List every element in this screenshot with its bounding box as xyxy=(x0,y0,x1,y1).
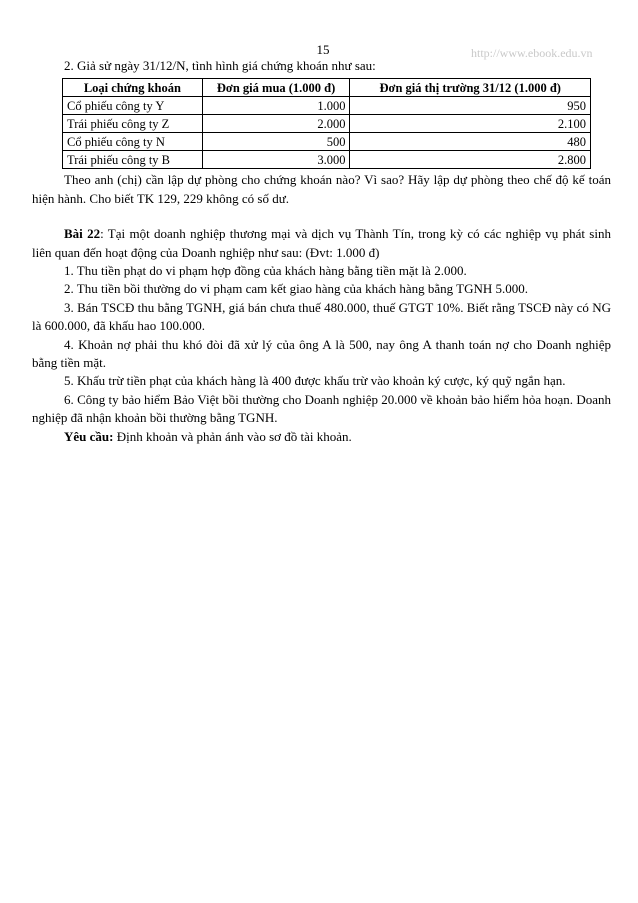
question-2-text: Theo anh (chị) cần lập dự phòng cho chứng khoán nào? Vì sao? Hãy lập dự phòng theo chế độ kế toán hiện hành. Cho biết TK 129, 229 không có số dư. xyxy=(32,172,611,206)
table-row xyxy=(63,133,591,151)
table-cell-security: Trái phiếu công ty B xyxy=(63,151,203,169)
exercise-item: 4. Khoản nợ phải thu khó đòi đã xử lý của ông A là 500, nay ông A thanh toán nợ cho Doanh nghiệp bằng tiền mặt. xyxy=(32,336,611,371)
table-header-cell: Đơn giá mua (1.000 đ) xyxy=(202,79,350,97)
exercise-22-title: Bài 22 xyxy=(64,226,101,242)
table-cell-purchase-price: 1.000 xyxy=(202,97,350,115)
table-cell-security: Cổ phiếu công ty Y xyxy=(63,97,203,115)
document-body xyxy=(32,57,611,446)
page-number: 15 xyxy=(316,42,330,57)
requirement xyxy=(32,428,611,446)
watermark: http://www.ebook.edu.vn xyxy=(471,46,593,60)
table-header-row xyxy=(63,79,591,97)
table-header-cell: Loại chứng khoán xyxy=(63,79,203,97)
table-cell-security: Cổ phiếu công ty N xyxy=(63,133,203,151)
exercise-22-intro-text: : Tại một doanh nghiệp thương mại và dịch vụ Thành Tín, trong kỳ có các nghiệp vụ phát sinh liên quan đến hoạt động của Doanh nghiệp như sau: (Đvt: 1.000 đ) xyxy=(32,226,611,260)
table-row xyxy=(63,151,591,169)
exercise-item: 1. Thu tiền phạt do vi phạm hợp đồng của khách hàng bằng tiền mặt là 2.000. xyxy=(64,263,467,279)
table-cell-purchase-price: 500 xyxy=(202,133,350,151)
table-cell-purchase-price: 2.000 xyxy=(202,115,350,133)
table-cell-purchase-price: 3.000 xyxy=(202,151,350,169)
exercise-item: 6. Công ty bảo hiểm Bảo Việt bồi thường cho Doanh nghiệp 20.000 về khoản bảo hiểm hỏa hoạn. Doanh nghiệp đã nhận khoản bồi thường bằng TGNH. xyxy=(32,391,611,426)
table-cell-market-price: 480 xyxy=(350,133,591,151)
table-row xyxy=(63,115,591,133)
table-row xyxy=(63,97,591,115)
table-cell-market-price: 2.800 xyxy=(350,151,591,169)
securities-table xyxy=(62,78,591,169)
requirement-label: Yêu cầu: xyxy=(64,428,114,444)
exercise-item: 2. Thu tiền bồi thường do vi phạm cam kết giao hàng của khách hàng bằng TGNH 5.000. xyxy=(64,281,529,297)
table-cell-security: Trái phiếu công ty Z xyxy=(63,115,203,133)
table-header-cell: Đơn giá thị trường 31/12 (1.000 đ) xyxy=(350,79,591,97)
requirement-text: Định khoản và phản ánh vào sơ đồ tài khoản. xyxy=(113,428,352,444)
table-cell-market-price: 950 xyxy=(350,97,591,115)
exercise-22-intro xyxy=(32,225,611,262)
exercise-item: 5. Khấu trừ tiền phạt của khách hàng là 400 được khấu trừ vào khoản ký cược, ký quỹ ngắn hạn. xyxy=(64,373,566,389)
table-cell-market-price: 2.100 xyxy=(350,115,591,133)
exercise-item: 3. Bán TSCĐ thu bằng TGNH, giá bán chưa thuế 480.000, thuế GTGT 10%. Biết rằng TSCĐ này có NG là 600.000, đã khấu hao 100.000. xyxy=(32,299,611,334)
question-2-intro: 2. Giả sử ngày 31/12/N, tình hình giá chứng khoán như sau: xyxy=(64,58,376,73)
